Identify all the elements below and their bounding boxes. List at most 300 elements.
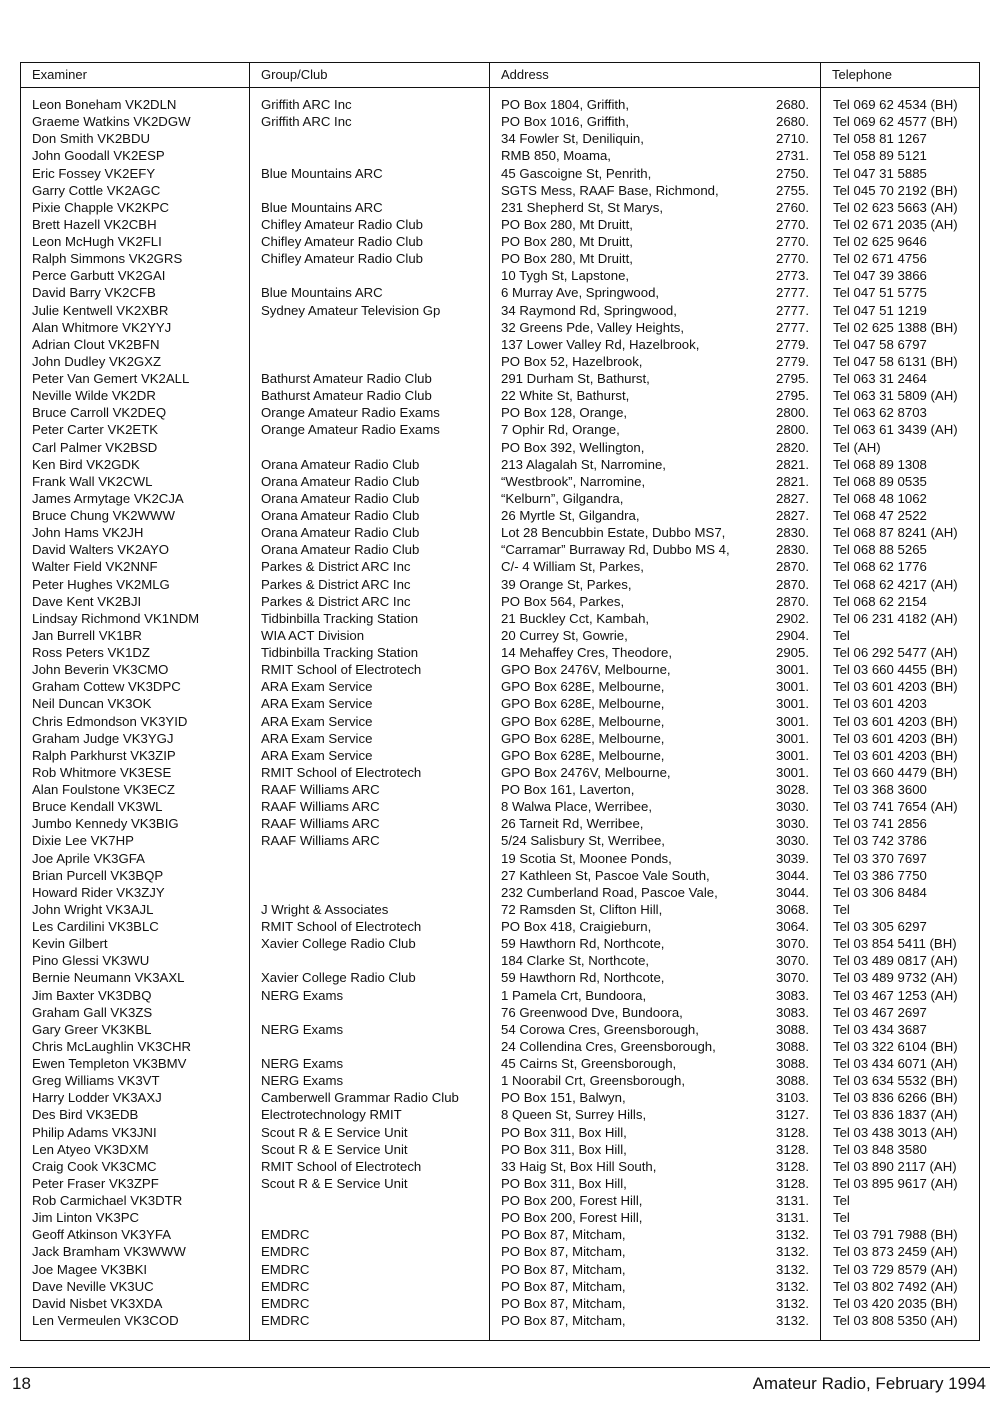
postcode: 2795. <box>775 371 809 386</box>
address: 54 Corowa Cres, Greensborough, <box>501 1021 699 1037</box>
postcode: 3083. <box>775 1004 809 1020</box>
examiner-name: Bernie Neumann VK3AXL <box>32 970 185 986</box>
address: 72 Ramsden St, Clifton Hill, <box>501 901 663 917</box>
telephone: Tel 03 836 6266 (BH) <box>833 1090 958 1106</box>
address: 59 Hawthorn Rd, Northcote, <box>501 970 665 986</box>
table-row <box>21 113 979 130</box>
examiner-name: Frank Wall VK2CWL <box>32 473 153 489</box>
group-club: Parkes & District ARC Inc <box>261 593 411 609</box>
postcode: 2770. <box>775 216 809 232</box>
table-row <box>21 918 979 935</box>
address: PO Box 87, Mitcham, <box>501 1295 626 1311</box>
group-club: Orana Amateur Radio Club <box>261 473 420 489</box>
postcode: 2680. <box>775 114 809 130</box>
telephone: Tel 063 31 2464 <box>833 371 927 386</box>
address: PO Box 87, Mitcham, <box>501 1244 626 1260</box>
telephone: Tel 06 231 4182 (AH) <box>833 610 958 626</box>
group-club: RAAF Williams ARC <box>261 782 380 797</box>
telephone: Tel 03 808 5350 (AH) <box>833 1312 958 1328</box>
address: PO Box 311, Box Hill, <box>501 1175 627 1191</box>
postcode: 2870. <box>775 593 809 609</box>
telephone: Tel 03 741 2856 <box>833 816 927 832</box>
examiner-name: Dave Kent VK2BJI <box>32 593 142 609</box>
table-row <box>21 1312 979 1329</box>
postcode: 2755. <box>775 182 809 198</box>
address: PO Box 87, Mitcham, <box>501 1227 626 1243</box>
telephone: Tel 02 625 9646 <box>833 234 927 249</box>
postcode: 2773. <box>775 268 809 284</box>
address: 14 Mehaffey Cres, Theodore, <box>501 645 673 660</box>
postcode: 2870. <box>775 576 809 592</box>
table-row <box>21 747 979 764</box>
address: 6 Murray Ave, Springwood, <box>501 285 660 301</box>
telephone: Tel 047 58 6797 <box>833 336 927 352</box>
postcode: 3070. <box>775 936 809 952</box>
table-row <box>21 1072 979 1089</box>
footer-rule <box>10 1367 990 1368</box>
group-club: Xavier College Radio Club <box>261 970 416 986</box>
postcode: 3030. <box>775 816 809 832</box>
table-row <box>21 284 979 301</box>
postcode: 2680. <box>775 97 809 112</box>
telephone: Tel 02 671 2035 (AH) <box>833 216 958 232</box>
address: PO Box 392, Wellington, <box>501 439 645 455</box>
postcode: 3132. <box>775 1227 809 1243</box>
table-row <box>21 764 979 781</box>
publication-title: Amateur Radio, February 1994 <box>752 1374 986 1393</box>
telephone: Tel 058 81 1267 <box>833 131 927 147</box>
table-row <box>21 1141 979 1158</box>
telephone: Tel 03 467 2697 <box>833 1004 927 1020</box>
address: GPO Box 2476V, Melbourne, <box>501 662 671 678</box>
group-club: Griffith ARC Inc <box>261 114 352 130</box>
examiner-name: Bruce Kendall VK3WL <box>32 799 163 815</box>
group-club: Camberwell Grammar Radio Club <box>261 1090 459 1106</box>
telephone: Tel 068 62 1776 <box>833 559 927 575</box>
postcode: 2777. <box>775 285 809 301</box>
telephone: Tel 068 87 8241 (AH) <box>833 525 958 541</box>
group-club: WIA ACT Division <box>261 627 365 643</box>
address: PO Box 280, Mt Druitt, <box>501 216 633 232</box>
postcode: 2827. <box>775 490 809 506</box>
postcode: 2827. <box>775 508 809 523</box>
postcode: 2779. <box>775 336 809 352</box>
address: PO Box 418, Craigieburn, <box>501 919 652 934</box>
telephone: Tel 03 434 6071 (AH) <box>833 1056 958 1071</box>
telephone: Tel 068 62 4217 (AH) <box>833 576 958 592</box>
examiner-name: Leon McHugh VK2FLI <box>32 234 162 249</box>
address: 59 Hawthorn Rd, Northcote, <box>501 936 665 952</box>
group-club: Blue Mountains ARC <box>261 199 383 215</box>
table-row <box>21 541 979 558</box>
examiner-name: Des Bird VK3EDB <box>32 1107 139 1123</box>
postcode: 3132. <box>775 1244 809 1260</box>
group-club: Tidbinbilla Tracking Station <box>261 645 419 660</box>
address: 19 Scotia St, Moonee Ponds, <box>501 850 672 866</box>
group-club: Griffith ARC Inc <box>261 97 352 112</box>
telephone: Tel 068 62 2154 <box>833 593 927 609</box>
address: 231 Shepherd St, St Marys, <box>501 199 663 215</box>
table-row <box>21 199 979 216</box>
examiner-name: John Beverin VK3CMO <box>32 662 169 678</box>
table-row <box>21 387 979 404</box>
telephone: Tel 03 438 3013 (AH) <box>833 1124 958 1140</box>
telephone: Tel 03 601 4203 (BH) <box>833 747 958 763</box>
group-club: Orana Amateur Radio Club <box>261 508 420 523</box>
table-row <box>21 1175 979 1192</box>
telephone: Tel 03 836 1837 (AH) <box>833 1107 958 1123</box>
address: PO Box 1016, Griffith, <box>501 114 630 130</box>
telephone: Tel 03 434 3687 <box>833 1021 927 1037</box>
postcode: 3128. <box>775 1158 809 1174</box>
address: PO Box 87, Mitcham, <box>501 1261 626 1277</box>
address: PO Box 87, Mitcham, <box>501 1312 626 1328</box>
examiner-name: Graeme Watkins VK2DGW <box>32 114 191 130</box>
table-row <box>21 1055 979 1072</box>
address: 1 Pamela Crt, Bundoora, <box>501 987 647 1003</box>
postcode: 3132. <box>775 1295 809 1311</box>
address: GPO Box 2476V, Melbourne, <box>501 764 671 780</box>
header-group: Group/Club <box>261 67 328 82</box>
table-row <box>21 473 979 490</box>
table-row <box>21 302 979 319</box>
address: PO Box 52, Hazelbrook, <box>501 353 643 369</box>
address: 184 Clarke St, Northcote, <box>501 953 650 969</box>
postcode: 3088. <box>775 1073 809 1089</box>
address: PO Box 1804, Griffith, <box>501 97 630 112</box>
postcode: 3088. <box>775 1021 809 1037</box>
examiner-name: Dave Neville VK3UC <box>32 1278 154 1294</box>
examiner-name: Len Vermeulen VK3COD <box>32 1312 179 1328</box>
telephone: Tel 03 660 4455 (BH) <box>833 662 958 678</box>
telephone: Tel 03 601 4203 (BH) <box>833 730 958 746</box>
telephone: Tel 03 802 7492 (AH) <box>833 1278 958 1294</box>
examiner-name: Garry Cottle VK2AGC <box>32 182 161 198</box>
table-row <box>21 490 979 507</box>
group-club: Blue Mountains ARC <box>261 165 383 181</box>
group-club: Scout R & E Service Unit <box>261 1175 408 1191</box>
postcode: 2821. <box>775 473 809 489</box>
postcode: 2710. <box>775 131 809 147</box>
address: GPO Box 628E, Melbourne, <box>501 679 665 695</box>
table-row <box>21 832 979 849</box>
postcode: 2870. <box>775 559 809 575</box>
group-club: Chifley Amateur Radio Club <box>261 216 423 232</box>
examiner-name: John Wright VK3AJL <box>32 901 154 917</box>
table-row <box>21 1158 979 1175</box>
postcode: 3128. <box>775 1175 809 1191</box>
examiner-name: Jim Linton VK3PC <box>32 1210 140 1226</box>
group-club: RAAF Williams ARC <box>261 816 380 832</box>
group-club: Sydney Amateur Television Gp <box>261 302 441 318</box>
table-row <box>21 370 979 387</box>
address: 1 Noorabil Crt, Greensborough, <box>501 1073 685 1089</box>
postcode: 3001. <box>775 662 809 678</box>
postcode: 3028. <box>775 782 809 797</box>
examiner-name: Peter Carter VK2ETK <box>32 422 159 438</box>
group-club: ARA Exam Service <box>261 679 373 695</box>
table-row <box>21 695 979 712</box>
telephone: Tel <box>833 901 850 917</box>
group-club: Scout R & E Service Unit <box>261 1124 408 1140</box>
postcode: 3044. <box>775 867 809 883</box>
postcode: 2820. <box>775 439 809 455</box>
postcode: 3001. <box>775 713 809 729</box>
table-row <box>21 1261 979 1278</box>
address: PO Box 564, Parkes, <box>501 593 625 609</box>
telephone: Tel 02 623 5663 (AH) <box>833 199 958 215</box>
examiner-name: Joe Magee VK3BKI <box>32 1261 148 1277</box>
examiner-name: Carl Palmer VK2BSD <box>32 439 158 455</box>
postcode: 2777. <box>775 302 809 318</box>
group-club: NERG Exams <box>261 1073 344 1089</box>
address: 213 Alagalah St, Narromine, <box>501 456 666 472</box>
examiner-name: Perce Garbutt VK2GAI <box>32 268 166 284</box>
examiner-name: Greg Williams VK3VT <box>32 1073 160 1089</box>
table-row <box>21 593 979 610</box>
address: PO Box 280, Mt Druitt, <box>501 251 633 267</box>
examiner-name: Jim Baxter VK3DBQ <box>32 987 152 1003</box>
telephone: Tel <box>833 1193 850 1208</box>
address: 26 Myrtle St, Gilgandra, <box>501 508 640 523</box>
group-club: Orange Amateur Radio Exams <box>261 422 440 438</box>
examiner-name: Rob Carmichael VK3DTR <box>32 1193 183 1208</box>
examiner-name: Alan Foulstone VK3ECZ <box>32 782 175 797</box>
telephone: Tel 047 51 5775 <box>833 285 927 301</box>
examiner-name: Adrian Clout VK2BFN <box>32 336 160 352</box>
table-row <box>21 867 979 884</box>
telephone: Tel 03 601 4203 (BH) <box>833 679 958 695</box>
group-club: ARA Exam Service <box>261 713 373 729</box>
examiner-name: John Dudley VK2GXZ <box>32 353 162 369</box>
examiner-name: Jan Burrell VK1BR <box>32 627 142 643</box>
postcode: 2770. <box>775 251 809 267</box>
telephone: Tel 047 58 6131 (BH) <box>833 353 958 369</box>
address: “Westbrook”, Narromine, <box>501 473 646 489</box>
table-row <box>21 1243 979 1260</box>
examiner-name: David Barry VK2CFB <box>32 285 156 301</box>
telephone: Tel 03 729 8579 (AH) <box>833 1261 958 1277</box>
postcode: 2795. <box>775 388 809 404</box>
address: 26 Tarneit Rd, Werribee, <box>501 816 644 832</box>
address: PO Box 151, Balwyn, <box>501 1090 626 1106</box>
table-row <box>21 781 979 798</box>
group-club: Chifley Amateur Radio Club <box>261 234 423 249</box>
table-row <box>21 576 979 593</box>
telephone: Tel 03 467 1253 (AH) <box>833 987 958 1003</box>
telephone: Tel <box>833 627 850 643</box>
group-club: NERG Exams <box>261 1056 344 1071</box>
examiner-name: Ross Peters VK1DZ <box>32 645 150 660</box>
telephone: Tel 03 305 6297 <box>833 919 927 934</box>
table-row <box>21 96 979 113</box>
page-number: 18 <box>12 1374 31 1393</box>
table-row <box>21 850 979 867</box>
table-row <box>21 935 979 952</box>
address: PO Box 311, Box Hill, <box>501 1141 627 1157</box>
group-club: Xavier College Radio Club <box>261 936 416 952</box>
examiner-name: Bruce Chung VK2WWW <box>32 508 175 523</box>
examiner-name: Jumbo Kennedy VK3BIG <box>32 816 179 832</box>
address: 21 Buckley Cct, Kambah, <box>501 610 650 626</box>
examiner-name: Chris Edmondson VK3YID <box>32 713 188 729</box>
telephone: Tel 03 741 7654 (AH) <box>833 799 958 815</box>
postcode: 3064. <box>775 919 809 934</box>
postcode: 2779. <box>775 353 809 369</box>
postcode: 3131. <box>775 1193 809 1208</box>
postcode: 3001. <box>775 764 809 780</box>
table-row <box>21 353 979 370</box>
postcode: 3132. <box>775 1312 809 1328</box>
address: C/- 4 William St, Parkes, <box>501 559 644 575</box>
table-row <box>21 1021 979 1038</box>
postcode: 3070. <box>775 970 809 986</box>
table-row <box>21 1226 979 1243</box>
header-examiner: Examiner <box>32 67 87 82</box>
group-club: EMDRC <box>261 1227 310 1243</box>
table-row <box>21 1124 979 1141</box>
postcode: 2902. <box>775 610 809 626</box>
examiner-name: Ken Bird VK2GDK <box>32 456 140 472</box>
postcode: 2800. <box>775 422 809 438</box>
telephone: Tel 03 660 4479 (BH) <box>833 764 958 780</box>
group-club: ARA Exam Service <box>261 730 373 746</box>
address: Lot 28 Bencubbin Estate, Dubbo MS7, <box>501 525 726 541</box>
postcode: 3131. <box>775 1210 809 1226</box>
examiner-name: Leon Boneham VK2DLN <box>32 97 177 112</box>
telephone: Tel 045 70 2192 (BH) <box>833 182 958 198</box>
telephone: Tel <box>833 1210 850 1226</box>
group-club: EMDRC <box>261 1312 310 1328</box>
postcode: 2904. <box>775 627 809 643</box>
group-club: J Wright & Associates <box>261 901 389 917</box>
address: 34 Fowler St, Deniliquin, <box>501 131 644 147</box>
telephone: Tel 03 370 7697 <box>833 850 927 866</box>
telephone: Tel 063 31 5809 (AH) <box>833 388 958 404</box>
address: SGTS Mess, RAAF Base, Richmond, <box>501 182 719 198</box>
examiner-name: Philip Adams VK3JNI <box>32 1124 157 1140</box>
postcode: 3030. <box>775 799 809 815</box>
examiner-name: John Hams VK2JH <box>32 525 144 541</box>
postcode: 2905. <box>775 645 809 660</box>
telephone: Tel 03 742 3786 <box>833 833 927 849</box>
examiner-name: Brett Hazell VK2CBH <box>32 216 157 232</box>
group-club: RMIT School of Electrotech <box>261 1158 422 1174</box>
group-club: Orana Amateur Radio Club <box>261 542 420 558</box>
address: PO Box 87, Mitcham, <box>501 1278 626 1294</box>
address: PO Box 200, Forest Hill, <box>501 1193 643 1208</box>
telephone: Tel 068 48 1062 <box>833 490 927 506</box>
table-row <box>21 884 979 901</box>
examiner-name: Alan Whitmore VK2YYJ <box>32 319 172 335</box>
examiner-name: Bruce Carroll VK2DEQ <box>32 405 167 421</box>
group-club: NERG Exams <box>261 1021 344 1037</box>
telephone: Tel 063 62 8703 <box>833 405 927 421</box>
group-club: Orana Amateur Radio Club <box>261 490 420 506</box>
group-club: Parkes & District ARC Inc <box>261 559 411 575</box>
postcode: 3128. <box>775 1141 809 1157</box>
address: 291 Durham St, Bathurst, <box>501 371 650 386</box>
group-club: RMIT School of Electrotech <box>261 764 422 780</box>
telephone: Tel 02 625 1388 (BH) <box>833 319 958 335</box>
table-row <box>21 147 979 164</box>
postcode: 3068. <box>775 901 809 917</box>
table-row <box>21 421 979 438</box>
telephone: Tel 03 489 9732 (AH) <box>833 970 958 986</box>
group-club: Orana Amateur Radio Club <box>261 456 420 472</box>
group-club: EMDRC <box>261 1261 310 1277</box>
table-row <box>21 987 979 1004</box>
table-row <box>21 524 979 541</box>
postcode: 2777. <box>775 319 809 335</box>
telephone: Tel 03 873 2459 (AH) <box>833 1244 958 1260</box>
postcode: 2800. <box>775 405 809 421</box>
postcode: 3039. <box>775 850 809 866</box>
postcode: 2770. <box>775 234 809 249</box>
group-club: EMDRC <box>261 1244 310 1260</box>
telephone: Tel 068 89 0535 <box>833 473 927 489</box>
examiner-name: Joe Aprile VK3GFA <box>32 850 145 866</box>
group-club: Scout R & E Service Unit <box>261 1141 408 1157</box>
telephone: Tel 047 39 3866 <box>833 268 927 284</box>
group-club: ARA Exam Service <box>261 696 373 712</box>
group-club: Bathurst Amateur Radio Club <box>261 388 432 404</box>
examiner-name: Peter Hughes VK2MLG <box>32 576 170 592</box>
address: 10 Tygh St, Lapstone, <box>501 268 630 284</box>
telephone: Tel 03 854 5411 (BH) <box>833 936 957 952</box>
table-row <box>21 1004 979 1021</box>
group-club: Electrotechnology RMIT <box>261 1107 402 1123</box>
table-row <box>21 901 979 918</box>
table-row <box>21 507 979 524</box>
telephone: Tel (AH) <box>833 439 881 455</box>
examiner-name: John Goodall VK2ESP <box>32 148 165 164</box>
postcode: 3001. <box>775 730 809 746</box>
examiner-name: Howard Rider VK3ZJY <box>32 884 165 900</box>
group-club: RMIT School of Electrotech <box>261 919 422 934</box>
table-row <box>21 815 979 832</box>
postcode: 3127. <box>775 1107 809 1123</box>
examiner-name: Pino Glessi VK3WU <box>32 953 150 969</box>
group-club: ARA Exam Service <box>261 747 373 763</box>
telephone: Tel 063 61 3439 (AH) <box>833 422 958 438</box>
telephone: Tel 03 848 3580 <box>833 1141 927 1157</box>
telephone: Tel 03 306 8484 <box>833 884 927 900</box>
postcode: 3132. <box>775 1278 809 1294</box>
telephone: Tel 03 386 7750 <box>833 867 927 883</box>
address: 45 Gascoigne St, Penrith, <box>501 165 652 181</box>
postcode: 3001. <box>775 747 809 763</box>
postcode: 3103. <box>775 1090 809 1106</box>
address: 27 Kathleen St, Pascoe Vale South, <box>501 867 710 883</box>
postcode: 3001. <box>775 696 809 712</box>
table-row <box>21 130 979 147</box>
address: GPO Box 628E, Melbourne, <box>501 747 665 763</box>
telephone: Tel 068 89 1308 <box>833 456 927 472</box>
header-divider <box>21 87 979 88</box>
telephone: Tel 047 51 1219 <box>833 302 927 318</box>
address: “Kelburn”, Gilgandra, <box>501 490 624 506</box>
examiner-name: Pixie Chapple VK2KPC <box>32 199 170 215</box>
table-row <box>21 1192 979 1209</box>
examiner-name: James Armytage VK2CJA <box>32 490 184 506</box>
examiner-name: Julie Kentwell VK2XBR <box>32 302 169 318</box>
table-row <box>21 250 979 267</box>
examiner-name: David Walters VK2AYO <box>32 542 170 558</box>
address: 32 Greens Pde, Valley Heights, <box>501 319 685 335</box>
telephone: Tel 02 671 4756 <box>833 251 927 267</box>
group-club: Parkes & District ARC Inc <box>261 576 411 592</box>
